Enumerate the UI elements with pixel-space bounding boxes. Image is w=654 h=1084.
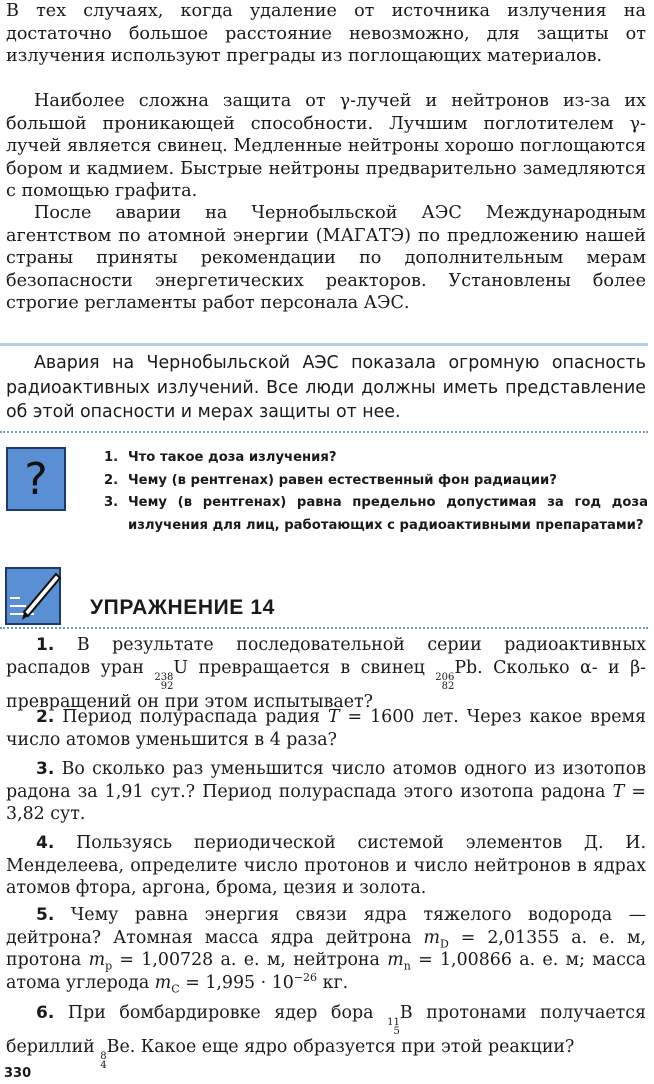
exercise-title: УПРАЖНЕНИЕ 14: [90, 596, 275, 619]
summary-text: Авария на Чернобыльской АЭС показала огромную опасность радиоактивных излучений. Все люди должны иметь представление об этой опасности и мерах защиты от нее.: [6, 353, 646, 422]
exercise-item-1: 1. В результате последовательной серии радиоактивных распадов уран 238 92 U превращается в свинец 206 82 Pb. Сколько α- и β-превращений он при этом испытывает?: [6, 635, 646, 712]
exercise-item-5: 5. Чему равна энергия связи ядра тяжелого водорода — дейтрона? Атомная масса ядра дейтрона $m_D = 2,01355$ а. е. м, протона $m_p = 1,00728$ а. е. м, нейтрона $m_n = 1,00866$ а. е. м; масса атома углерода $m_C = 1,995 \cdot 10^{-26}$ кг.: [6, 905, 646, 996]
page-number: 330: [4, 1066, 32, 1081]
paragraph-shielding: В тех случаях, когда удаление от источника излучения на достаточно большое расстояние невозможно, для защиты от излучения используют преграды из поглощающих материалов.: [6, 1, 646, 67]
exercise-item-4: 4. Пользуясь периодической системой элементов Д. И. Менделеева, определите число протонов и число нейтронов в ядрах атомов фтора, аргона, брома, цезия и золота.: [6, 833, 647, 899]
exercise-item-2: 2. Период полураспада радия T = 1600 лет. Через какое время число атомов уменьшится в 4 раза?: [6, 707, 646, 750]
divider-bottom: [0, 431, 648, 433]
question-item: 3. Чему (в рентгенах) равна предельно допустимая за год доза излучения для лиц, работающих с радиоактивными препаратами?: [104, 495, 648, 533]
pencil-writing-icon: [4, 566, 64, 626]
exercise-item-3: 3. Во сколько раз уменьшится число атомов одного из изотопов радона за 1,91 сут.? Период полураспада этого изотопа радона T = 3,82 сут.: [6, 759, 646, 825]
divider-exercise: [0, 627, 648, 629]
question-mark-icon: ?: [6, 447, 66, 511]
review-questions: [104, 447, 648, 537]
divider-top: [0, 343, 648, 346]
paragraph-gamma-neutrons: Наиболее сложна защита от γ-лучей и нейтронов из-за их большой проникающей способности. Лучшим поглотителем γ-лучей является свинец. Медленные нейтроны хорошо поглощаются бором и кадмием. Быстрые нейтроны предварительно замедляются с помощью графита.: [6, 91, 646, 202]
paragraph-chernobyl: После аварии на Чернобыльской АЭС Международным агентством по атомной энергии (МАГАТЭ) по предложению нашей страны приняты рекомендации по дополнительным мерам безопасности энергетических реакторов. Установлены более строгие регламенты работ персонала АЭС.: [6, 203, 646, 314]
question-item: 1. Что такое доза излучения?: [104, 450, 337, 465]
exercise-item-6: 6. При бомбардировке ядер бора 11 5 B протонами получается бериллий 8 4 Be. Какое еще ядро образуется при этой реакции?: [6, 1003, 647, 1071]
question-item: 2. Чему (в рентгенах) равен естественный фон радиации?: [104, 472, 557, 488]
